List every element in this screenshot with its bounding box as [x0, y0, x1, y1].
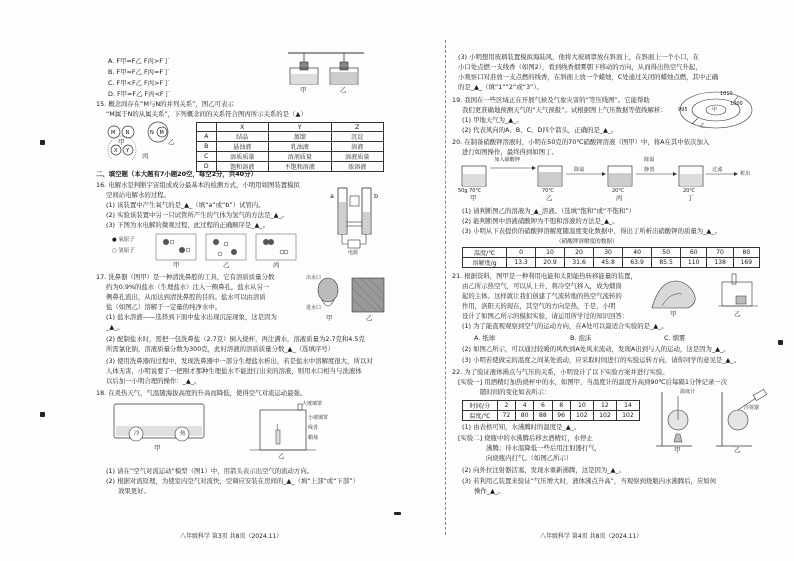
- q20-beaker-jia: 50g 70℃: [458, 188, 482, 194]
- q22-text: (2) 向外拉注射器活塞，发现水重新沸腾，这是因为_▲_。: [462, 466, 625, 474]
- q18-label-jia: 甲: [154, 444, 161, 452]
- table-cell: 102: [616, 411, 639, 421]
- q18-3-text: 小口处点燃一支线香（如图2），看到线香烟雾朝下移动的方向，从而得出热空气升起，: [458, 63, 702, 71]
- table-cell: 13.3: [507, 258, 536, 268]
- q21-label-yi: 乙: [734, 310, 741, 318]
- q17-text: 约为0.9%的盐水（生理盐水）注入一侧鼻孔，盐水从另一: [106, 283, 270, 291]
- q21-text: (3) 小明若使做完的温度之间某处流动，应采取时间进行的实验运转方向，请你同学的意见是_▲_。: [462, 356, 741, 364]
- table-cell: D: [197, 162, 217, 172]
- table-cell: 溶液: [331, 142, 383, 152]
- q22-text: 随时间的变化如表所示：: [480, 388, 551, 396]
- section-2-heading: 二、填空题（本大题有7小题20空，每空2分，共40分）: [96, 170, 257, 178]
- q22-text: [实验二] 烧瓶中的水沸腾后移去酒精灯，水停止: [458, 434, 593, 442]
- table-header-cell: 60: [681, 248, 707, 258]
- q21-text: 起的主体。这样就让我们创建了气流转地的热空气流转的: [462, 292, 622, 300]
- q16-legend-hydrogen: ○ 氢原子: [112, 248, 135, 254]
- right-page-footer: 八年级科学 第4页 共8页（2024.11）: [540, 533, 643, 540]
- table-header-cell: 80: [733, 248, 759, 258]
- q19-text: (1) 甲地天气为_▲_。: [462, 116, 523, 124]
- q14-label-jia: 甲: [300, 86, 307, 94]
- q20-step-precipitate: 析出: [740, 171, 751, 177]
- svg-text:N: N: [125, 130, 130, 136]
- table-cell: 80: [516, 411, 534, 421]
- q19-label-jia: 甲: [712, 107, 718, 113]
- q22-label-thermometer: 温度计: [680, 389, 696, 395]
- q20-label-bing: 丙: [616, 194, 623, 202]
- q22-label-yi: 乙: [734, 446, 741, 454]
- q16-text: (2) 实验该装置中另一只试管所产生的气体为氢气的方法是_▲_。: [106, 211, 289, 219]
- table-header-cell: 2: [497, 401, 515, 411]
- q18-label-incense: 线香: [308, 425, 319, 431]
- q19-isobar-1000: 1000: [730, 101, 743, 107]
- q21-text: 由乙所示热空气，可以从上升，将冷空气移入，成为烟囱: [462, 282, 622, 290]
- q15-label-bing: 丙: [142, 152, 149, 160]
- q16-text: (1) 该装置中产生氧气的是_▲_（填“a”或“b”）试管内。: [106, 201, 265, 209]
- q22-text: 向烧瓶内打气。（如图乙所示）: [486, 454, 573, 462]
- table-cell: 31.6: [565, 258, 594, 268]
- table-row: [463, 248, 760, 258]
- page-divider: [445, 40, 446, 535]
- q16-label-a: a: [330, 192, 334, 200]
- table-header-cell: 4: [516, 401, 534, 411]
- q18-figure: [110, 400, 350, 462]
- q14-option-c: C. F甲<F乙 F丙>F丁: [108, 79, 170, 87]
- q17-text: (2) 配制盐水时，需把一包洗鼻盐（2.7克）倒入烧杯，再注满水，溶液质量为2.7克和4.5克: [106, 335, 365, 343]
- table-header-cell: 0: [507, 248, 536, 258]
- q22-temperature-table: [462, 400, 640, 421]
- q20-beaker-ding: 20℃: [683, 188, 695, 194]
- q22-text: 沸腾；待水温降低一些后用注射器打气，: [486, 444, 602, 452]
- q21-text: (1) 为了能直观观察到空气的运动方向，在A处可以最适合实验的是_▲_。: [462, 322, 668, 330]
- q20-step-cool-2: 降温: [644, 157, 655, 163]
- q20-step-cool-1: 降温: [574, 167, 585, 173]
- q17-figure: [308, 272, 388, 322]
- q22-boiling-drawing: [652, 386, 770, 452]
- svg-text:M: M: [159, 130, 164, 136]
- q18-text: 效果更好。: [118, 487, 150, 495]
- q20-table-caption: （硝酸钾溶解度的数据）: [556, 239, 618, 245]
- q17-text: (3) 使用洗鼻器的过程中，发现洗鼻器中一部分生理盐水析出，若是盐水中溶解度很大，所以对: [106, 357, 373, 365]
- q20-text: (3) 小明从下表提供的硝酸钾溶解度随温度变化数据中，得出丁所析出硝酸钾的质量为_▲_。: [462, 227, 721, 235]
- q15-text: 15. 概念间存在“M与N的并列关系”，图乙可表示: [96, 100, 234, 108]
- q16-label-power: 电源: [348, 250, 359, 256]
- q22-figure: [652, 386, 770, 452]
- table-header-cell: 温度/℃: [463, 248, 507, 258]
- q19-isobar-995: 995: [678, 107, 688, 113]
- q16-micro-label-bing: 丙: [273, 261, 280, 269]
- q18-label-yi: 乙: [278, 452, 285, 460]
- q17-text: _▲_。: [106, 323, 124, 331]
- q19-text: 19. 我国在一些区域正在开展气候及气象灾害的“等压线图”。它能帮助: [452, 96, 650, 104]
- q18-3-text: (3) 小明想用玻璃装置模拟海陆风，他将大玻璃罩放在斜面上，在斜面上一个小口，在: [458, 53, 700, 61]
- q17-text: 人体无害，小明说要了一把刚才那种生理盐水不能进行出来的溶液，则用水口相当与洗液体: [106, 367, 362, 375]
- table-cell: 溶解度/g: [463, 258, 507, 268]
- table-cell: 88: [534, 411, 552, 421]
- table-header-cell: [197, 123, 217, 132]
- binding-hole: [40, 412, 45, 417]
- q20-step-still: 静置: [644, 167, 655, 173]
- q20-text: 20. 在制备硝酸钾溶液时，小明在50克的70℃硝酸钾溶液（图甲）中，将A在其中依次加入: [452, 138, 710, 146]
- table-row: [197, 123, 384, 132]
- table-header-cell: 70: [707, 248, 733, 258]
- q20-step-add-kno3: 加入硝酸钾: [494, 157, 520, 163]
- q17-text: (1) 盐水溶液——选择到下面中盐水出现沉淀现象，这是因为: [106, 313, 277, 321]
- q18-label-small-cover: 小玻璃罩: [308, 415, 329, 421]
- right-page: [452, 50, 772, 530]
- table-cell: 85.5: [652, 258, 681, 268]
- q20-label-ding: 丁: [687, 194, 694, 202]
- table-cell: 溶剂质量: [268, 152, 331, 162]
- q16-micro-label-yi: 乙: [223, 261, 230, 269]
- q21-text: 设计了如图乙所示的模拟实验，请运用所学过的知识回答：: [462, 312, 629, 320]
- q18-3-text: 的是_▲_（填“1”“2”或“3”）。: [458, 83, 543, 91]
- q17-text: 盐（如图乙）溶解于一定量的纯净水中。: [106, 303, 222, 311]
- q16-micro-label-jia: 甲: [173, 261, 180, 269]
- table-header-cell: 40: [623, 248, 652, 258]
- table-header-cell: 50: [652, 248, 681, 258]
- q20-process-figure: [458, 156, 768, 200]
- table-header-cell: X: [216, 123, 268, 132]
- q19-isobar-map: [676, 88, 756, 136]
- table-cell: 溶液质量: [331, 152, 383, 162]
- q17-text: 所需氯化钠，溶液质量分数为300克，此时溶液的溶质质量分数_▲_（选填序号）: [106, 345, 335, 353]
- q20-beaker-yi: 70℃: [542, 188, 554, 194]
- q22-text: 22. 为了验证液体沸点与气压的关系，小明设计了以下实验方案并进行实验。: [452, 368, 669, 376]
- table-cell: 20.9: [536, 258, 565, 268]
- q21-label-jia: 甲: [670, 310, 677, 318]
- table-cell: 102: [570, 411, 593, 421]
- q22-text: 操作_▲_。: [474, 487, 505, 495]
- q18-text: (1) 请在“空气对流运动”模型（图1）中，用箭头表示出空气的流动方向。: [106, 467, 314, 475]
- q20-text: 进行如图操作，最终得到如图丁。: [462, 148, 558, 156]
- q18-3-text: 小观察口对准放一支点燃的线香，在斜面上放一个蜡烛，C处通过关闭的蜡烛点燃，其中正确: [458, 73, 719, 81]
- q14-label-yi: 乙: [340, 86, 347, 94]
- q17-text: 17. 洗鼻器（图甲）是一种清洗鼻腔的工具，它有溶质质量分数: [96, 273, 275, 281]
- table-cell: C: [197, 152, 217, 162]
- q18-text: 18. 在炎热天气，气温随海拔高度的升高而降低，使得空气对流运动最强。: [96, 389, 307, 397]
- q22-text: (3) 若利用乙装置来验证“气压增大时，液体沸点升高”，当观察到烧瓶内水沸腾后，应如何: [462, 477, 717, 485]
- q21-text: 作用，洛阳天的现在，其空气的方向是热，于是，小明: [462, 302, 616, 310]
- q15-options-table: [196, 122, 384, 172]
- q20-solubility-table: [462, 247, 760, 268]
- q14-spring-scale-drawing: [286, 50, 366, 92]
- table-cell: 72: [497, 411, 515, 421]
- q17-label-jia: 甲: [326, 314, 333, 322]
- q15-label-jia: 甲: [118, 138, 125, 146]
- q21-option-c: C. 烟雾: [664, 334, 686, 342]
- table-cell: 不饱和溶液: [268, 162, 331, 172]
- q21-text: 21. 根据资料，图甲是一种利用电能和太阳能热转移能量的装置，: [452, 272, 637, 280]
- svg-text:Y: Y: [126, 148, 130, 154]
- q18-label-cold: 冷: [134, 431, 140, 437]
- q15-label-yi: 乙: [168, 138, 175, 146]
- table-cell: 溶质质量: [216, 152, 268, 162]
- q17-label-outlet: 出水口: [306, 275, 322, 281]
- q21-chimney-drawing: [648, 272, 768, 316]
- table-header-cell: 6: [534, 401, 552, 411]
- svg-text:M: M: [111, 130, 116, 136]
- table-cell: 浓溶液: [331, 162, 383, 172]
- q21-figure: [648, 272, 768, 316]
- table-cell: 96: [552, 411, 570, 421]
- table-cell: A: [197, 132, 217, 142]
- q18-label-candle: 蜡烛: [308, 435, 319, 441]
- table-cell: 110: [681, 258, 707, 268]
- table-cell: 悬浊液: [216, 142, 268, 152]
- q20-text: (1) 请判断图乙的溶液为_▲_溶液。（选填“饱和”或“不饱和”）: [462, 207, 636, 215]
- q19-label-yi: 乙: [700, 123, 706, 129]
- q20-label-jia: 甲: [470, 194, 477, 202]
- q18-label-hot: 热: [180, 431, 186, 437]
- table-header-cell: 14: [616, 401, 639, 411]
- svg-text:N: N: [150, 130, 154, 136]
- q21-option-b: B. 泡沫: [570, 334, 592, 342]
- table-cell: 63.9: [623, 258, 652, 268]
- table-header-cell: 30: [594, 248, 623, 258]
- table-row: [463, 411, 640, 421]
- q14-option-a: A. F甲=F乙 F丙>F丁: [108, 57, 170, 65]
- table-header-cell: 10: [536, 248, 565, 258]
- table-cell: 169: [733, 258, 759, 268]
- table-cell: 蒸馏: [268, 132, 331, 142]
- q22-text: (1) 由表格可知，水沸腾时的温度是_▲_。: [462, 423, 581, 431]
- q16-text: 16. 电解水是判断宇宙组成成分最基本的检测方式，小明用如图装置模拟: [96, 181, 300, 189]
- q21-text: (2) 如图乙所示，可以通过较暖的风吹到A处风来流动，发现A出到与人的运动，这是因为_▲_。: [462, 345, 730, 353]
- q19-text: (2) 代表风向的A、B、C、D四个箭头，正确的是_▲_。: [462, 126, 618, 134]
- q20-beaker-bing: 20℃: [612, 188, 624, 194]
- q22-label-jia: 甲: [674, 446, 681, 454]
- q17-label-inlet: 进水口: [306, 305, 322, 311]
- q19-isobar-1010: 1010: [720, 91, 733, 97]
- table-row: [463, 401, 640, 411]
- left-page: [86, 50, 438, 520]
- table-cell: B: [197, 142, 217, 152]
- table-header-cell: Y: [268, 123, 331, 132]
- table-row: [463, 258, 760, 268]
- table-cell: 沉淀: [331, 132, 383, 142]
- q14-option-d: D. F甲=F乙 F丙<F丁: [108, 90, 170, 98]
- table-header-cell: 12: [593, 401, 616, 411]
- q18-text: (2) 根据对流原理，为使室内空气对流快，空调应安装在房间的_▲_（填“上部”或“下部”）: [106, 477, 359, 485]
- table-header-cell: 8: [552, 401, 570, 411]
- q20-text: (2) 能判断图中溶液硝酸钾为不饱和溶液的方法是_▲_。: [462, 217, 619, 225]
- q22-text: [实验一] 用酒精灯加热烧杯中的水，如图甲，当温度计的温度升高到90℃后每隔1分钟记录一次: [458, 378, 728, 386]
- q17-text: 以后加一小明合理的操作：_▲_。: [106, 377, 201, 385]
- table-row: [197, 152, 384, 162]
- q16-label-b: b: [374, 192, 379, 200]
- table-header-cell: 10: [570, 401, 593, 411]
- left-page-footer: 八年级科学 第3页 共8页（2024.11）: [180, 533, 283, 540]
- table-header-cell: Z: [331, 123, 383, 132]
- q21-option-a: A. 纸球: [474, 334, 496, 342]
- table-row: [197, 132, 384, 142]
- q16-electrolysis-figure: [324, 182, 386, 258]
- table-cell: 138: [707, 258, 733, 268]
- q16-legend-oxygen: ● 氧原子: [112, 237, 135, 243]
- table-cell: 乳浊液: [268, 142, 331, 152]
- table-row: [197, 142, 384, 152]
- table-header-cell: 20: [565, 248, 594, 258]
- q20-step-filter: 过滤: [712, 167, 723, 173]
- q16-text: (3) 下图为水电解的微观过程，此过程的正确顺序是_▲_。: [106, 221, 269, 229]
- table-header-cell: 时间/分: [463, 401, 498, 411]
- q14-option-b: B. F甲=F乙 F丙=F丁: [108, 68, 170, 76]
- table-cell: 结晶: [216, 132, 268, 142]
- q16-text: 空间站电解水的过程。: [106, 191, 170, 199]
- svg-text:X: X: [114, 148, 118, 154]
- binding-hole: [778, 340, 783, 345]
- q17-label-yi: 乙: [366, 314, 373, 322]
- binding-hole: [40, 140, 45, 145]
- q14-figure: [286, 50, 366, 92]
- q22-label-syringe: 注射器: [744, 405, 760, 411]
- q19-text: 我们更准确地预测天气的“天气预报”。试根据图上气压数据等值线解析：: [462, 106, 667, 114]
- table-cell: 102: [593, 411, 616, 421]
- q20-label-yi: 乙: [546, 194, 553, 202]
- q15-text: “M属于N的从属关系”，下列概念间的关系符合图丙所示关系的是（▲）: [106, 110, 307, 118]
- q18-label-big-cover: 大玻璃罩: [302, 401, 323, 407]
- q16-micro-figure: [106, 232, 306, 269]
- table-cell: 温度/℃: [463, 411, 498, 421]
- table-cell: 饱和溶液: [216, 162, 268, 172]
- table-cell: 45.8: [594, 258, 623, 268]
- q17-text: 侧鼻孔流出，从而达到清洗鼻腔的目的。盐水可以由溶质: [106, 293, 266, 301]
